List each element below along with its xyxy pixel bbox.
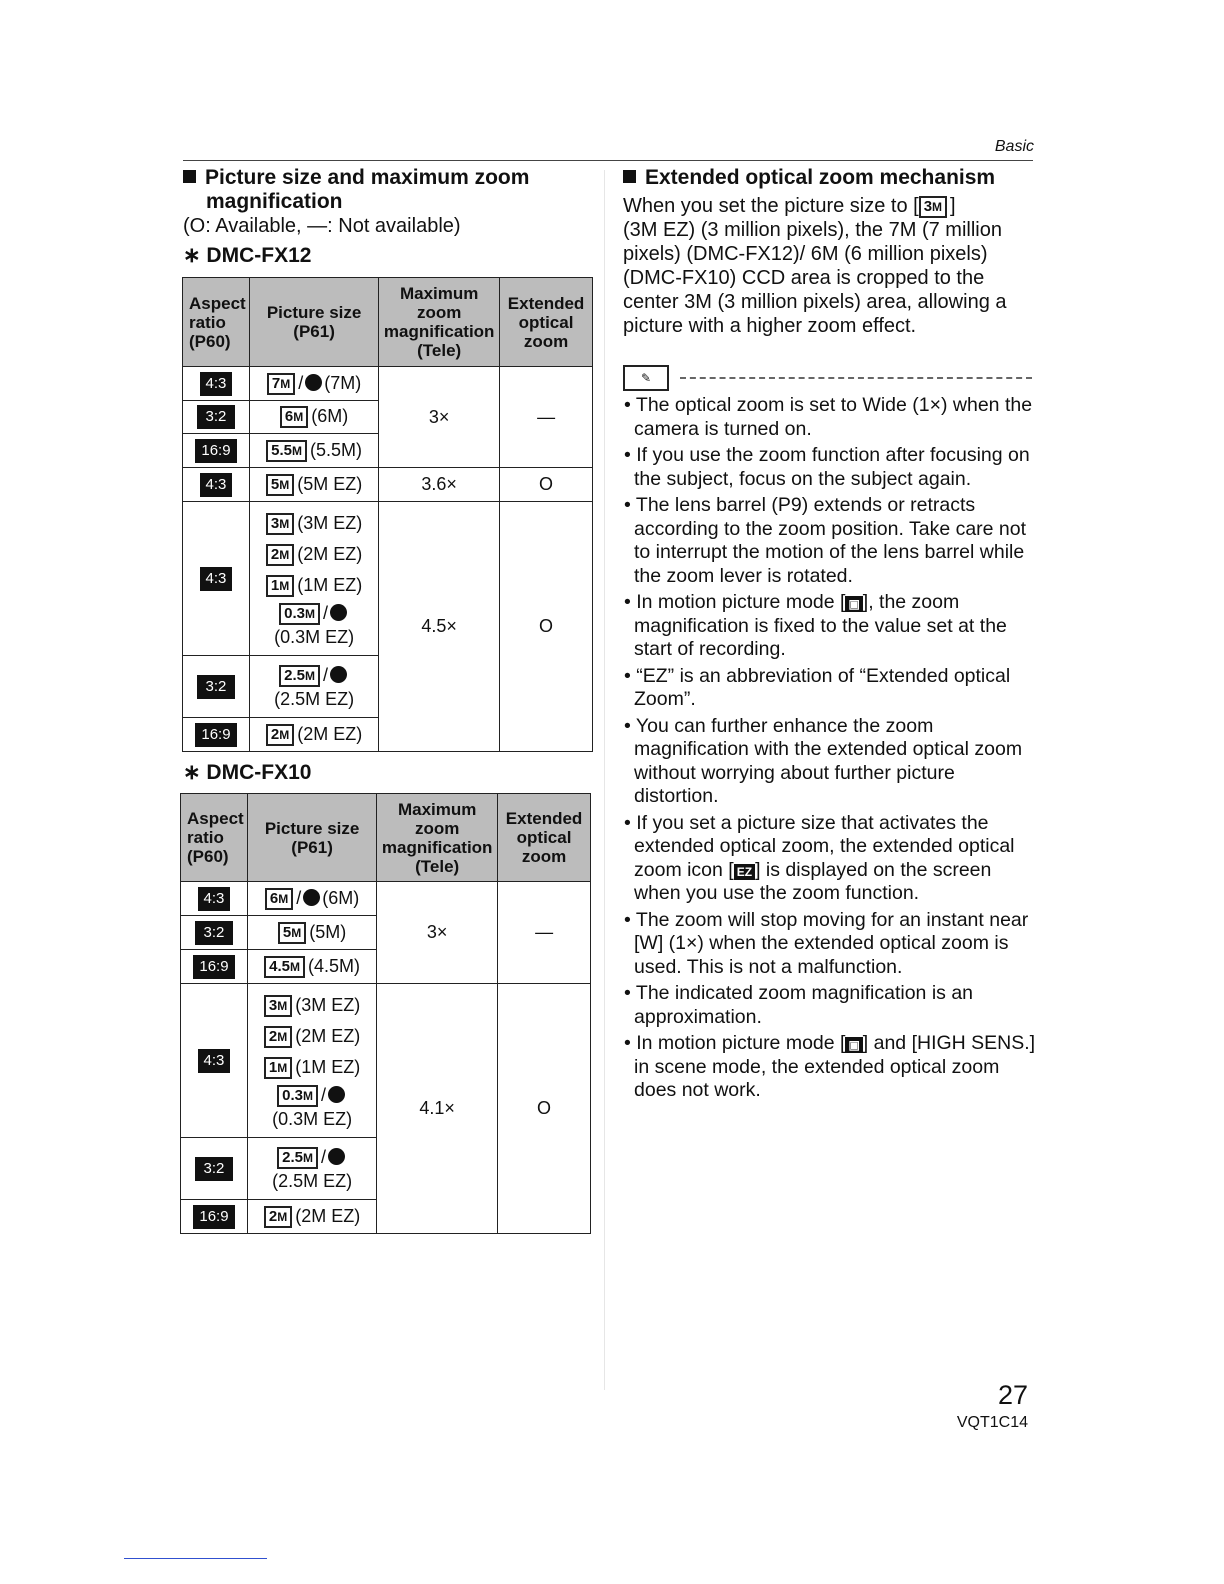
list-item: • The optical zoom is set to Wide (1×) when the camera is turned on.	[624, 394, 1033, 440]
picture-size-icon: 6M	[265, 888, 293, 910]
column-divider	[604, 170, 605, 1390]
header-picture-size: Picture size (P61)	[249, 278, 378, 367]
quality-dot-icon	[330, 604, 347, 621]
header-aspect-ratio: Aspect ratio (P60)	[181, 794, 248, 882]
picture-size-icon: 2M	[266, 724, 294, 746]
quality-dot-icon	[330, 666, 347, 683]
bullet-square-icon	[623, 170, 636, 183]
aspect-ratio-badge: 16:9	[193, 1205, 234, 1229]
notes-list	[620, 394, 1040, 1106]
list-item: • The zoom will stop moving for an instant near [W] (1×) when the extended optical zoom is used. This is not a malfunction.	[624, 908, 1029, 978]
picture-size-icon: 2.5M	[279, 665, 320, 687]
model-label-fx10: ∗ DMC-FX10	[183, 761, 312, 784]
aspect-ratio-badge: 3:2	[195, 921, 234, 945]
list-item: • You can further enhance the zoom magnification with the extended optical zoom without worrying about further picture distortion.	[624, 714, 1023, 807]
note-book-icon: ✎	[623, 365, 669, 391]
ez-zoom-icon: EZ	[734, 864, 755, 880]
table-row: 4:3 3M (3M EZ) 2M (2M EZ) 1M (1M EZ) 0.3M / (0.3M EZ) 4.1× O	[181, 984, 591, 1138]
fx12-zoom-table	[182, 277, 593, 752]
quality-dot-icon	[328, 1148, 345, 1165]
header-picture-size: Picture size (P61)	[247, 794, 376, 882]
picture-size-icon: 7M	[267, 373, 295, 395]
picture-size-icon: 5M	[278, 922, 306, 944]
aspect-ratio-badge: 4:3	[200, 473, 233, 497]
motion-picture-icon: ▣	[845, 1037, 862, 1053]
picture-size-icon: 2M	[264, 1026, 292, 1048]
top-rule	[183, 160, 1033, 161]
table-row: 4:3 3M (3M EZ) 2M (2M EZ) 1M (1M EZ) 0.3M / (0.3M EZ) 4.5× O	[183, 502, 593, 656]
table-row: 3:2 5M (5M)	[181, 916, 591, 950]
quality-dot-icon	[328, 1086, 345, 1103]
picture-size-icon: 2M	[266, 544, 294, 566]
quality-dot-icon	[305, 374, 322, 391]
picture-size-icon: 6M	[280, 406, 308, 428]
extended-value: O	[500, 502, 593, 752]
table-row: 16:9 2M (2M EZ)	[181, 1200, 591, 1234]
picture-size-icon: 3M	[919, 196, 947, 218]
table-row: 4:3 5M (5M EZ) 3.6× O	[183, 468, 593, 502]
extended-zoom-paragraph: When you set the picture size to [ 3M ] (3M EZ) (3 million pixels), the 7M (7 million pixels) (DMC-FX12)/ 6M (6 million pixels) (DMC-FX10) CCD area is cropped to the center 3M (3 million pixels) area, allowing a picture with a higher zoom effect.	[623, 195, 1007, 337]
list-item: • If you use the zoom function after focusing on the subject, focus on the subject again.	[624, 444, 1030, 490]
picture-size-icon: 0.3M	[277, 1085, 318, 1107]
aspect-ratio-badge: 4:3	[200, 372, 233, 396]
aspect-ratio-badge: 3:2	[197, 675, 236, 699]
zoom-value: 4.1×	[377, 984, 498, 1234]
table-row: 3:2 2.5M / (2.5M EZ)	[183, 656, 593, 718]
list-item: • If you set a picture size that activates the extended optical zoom, the extended optical zoom icon [ EZ ] is displayed on the screen when you use the zoom function.	[624, 811, 1015, 904]
picture-size-icon: 5.5M	[266, 440, 307, 462]
picture-size-icon: 1M	[266, 575, 294, 597]
document-code: VQT1C14	[956, 1414, 1028, 1431]
table-row: 3:2 2.5M / (2.5M EZ)	[181, 1138, 591, 1200]
footer-rule	[124, 1558, 267, 1559]
model-label-fx12: ∗ DMC-FX12	[183, 244, 312, 267]
aspect-ratio-badge: 4:3	[198, 887, 231, 911]
quality-dot-icon	[303, 889, 320, 906]
header-extended-zoom: Extended optical zoom	[498, 794, 591, 882]
header-max-zoom: Maximum zoom magnification (Tele)	[377, 794, 498, 882]
table-row: 16:9 4.5M (4.5M)	[181, 950, 591, 984]
aspect-ratio-badge: 3:2	[195, 1157, 234, 1181]
extended-value: O	[498, 984, 591, 1234]
availability-legend: (O: Available, —: Not available)	[183, 215, 461, 237]
zoom-value: 4.5×	[379, 502, 500, 752]
aspect-ratio-badge: 16:9	[193, 955, 234, 979]
picture-size-icon: 1M	[264, 1057, 292, 1079]
extended-value: O	[500, 468, 593, 502]
extended-value: —	[500, 367, 593, 468]
list-item: • The indicated zoom magnification is an approximation.	[624, 982, 974, 1028]
table-row: 4:3 6M / (6M) 3× —	[181, 882, 591, 916]
picture-size-icon: 0.3M	[279, 603, 320, 625]
fx10-zoom-table	[180, 793, 591, 1234]
zoom-value: 3.6×	[379, 468, 500, 502]
header-aspect-ratio: Aspect ratio (P60)	[183, 278, 250, 367]
list-item: • In motion picture mode [ ▣ ] and [HIGH SENS.] in scene mode, the extended optical zoom does not work.	[624, 1032, 1036, 1101]
aspect-ratio-badge: 4:3	[200, 567, 233, 591]
zoom-value: 3×	[377, 882, 498, 984]
picture-size-icon: 4.5M	[264, 956, 305, 978]
bullet-square-icon	[183, 170, 196, 183]
page-number: 27	[997, 1380, 1028, 1410]
picture-size-icon: 2.5M	[277, 1147, 318, 1169]
list-item: • “EZ” is an abbreviation of “Extended optical Zoom”.	[624, 664, 1011, 710]
table-row: 16:9 2M (2M EZ)	[183, 718, 593, 752]
picture-size-icon: 5M	[266, 474, 294, 496]
extended-zoom-heading: Extended optical zoom mechanism	[623, 166, 995, 190]
table-row: 3:2 6M (6M)	[183, 401, 593, 434]
picture-size-icon: 2M	[264, 1206, 292, 1228]
aspect-ratio-badge: 16:9	[195, 723, 236, 747]
extended-value: —	[498, 882, 591, 984]
aspect-ratio-badge: 3:2	[197, 405, 236, 429]
picture-size-icon: 3M	[266, 513, 294, 535]
dashed-separator	[680, 377, 1032, 379]
motion-picture-icon: ▣	[845, 596, 862, 612]
aspect-ratio-badge: 4:3	[198, 1049, 231, 1073]
table-row: 4:3 7M / (7M) 3× —	[183, 367, 593, 401]
list-item: • The lens barrel (P9) extends or retracts according to the zoom position. Take care not to interrupt the motion of the lens barrel while the zoom lever is rotated.	[624, 494, 1027, 587]
aspect-ratio-badge: 16:9	[195, 439, 236, 463]
table-row: 16:9 5.5M (5.5M)	[183, 434, 593, 468]
zoom-value: 3×	[379, 367, 500, 468]
header-extended-zoom: Extended optical zoom	[500, 278, 593, 367]
picture-size-icon: 3M	[264, 995, 292, 1017]
section-tag: Basic	[994, 138, 1034, 155]
picture-size-heading: Picture size and maximum zoom magnification	[183, 166, 529, 214]
list-item: • In motion picture mode [ ▣ ], the zoom magnification is fixed to the value set at the start of recording.	[624, 591, 1007, 660]
header-max-zoom: Maximum zoom magnification (Tele)	[379, 278, 500, 367]
